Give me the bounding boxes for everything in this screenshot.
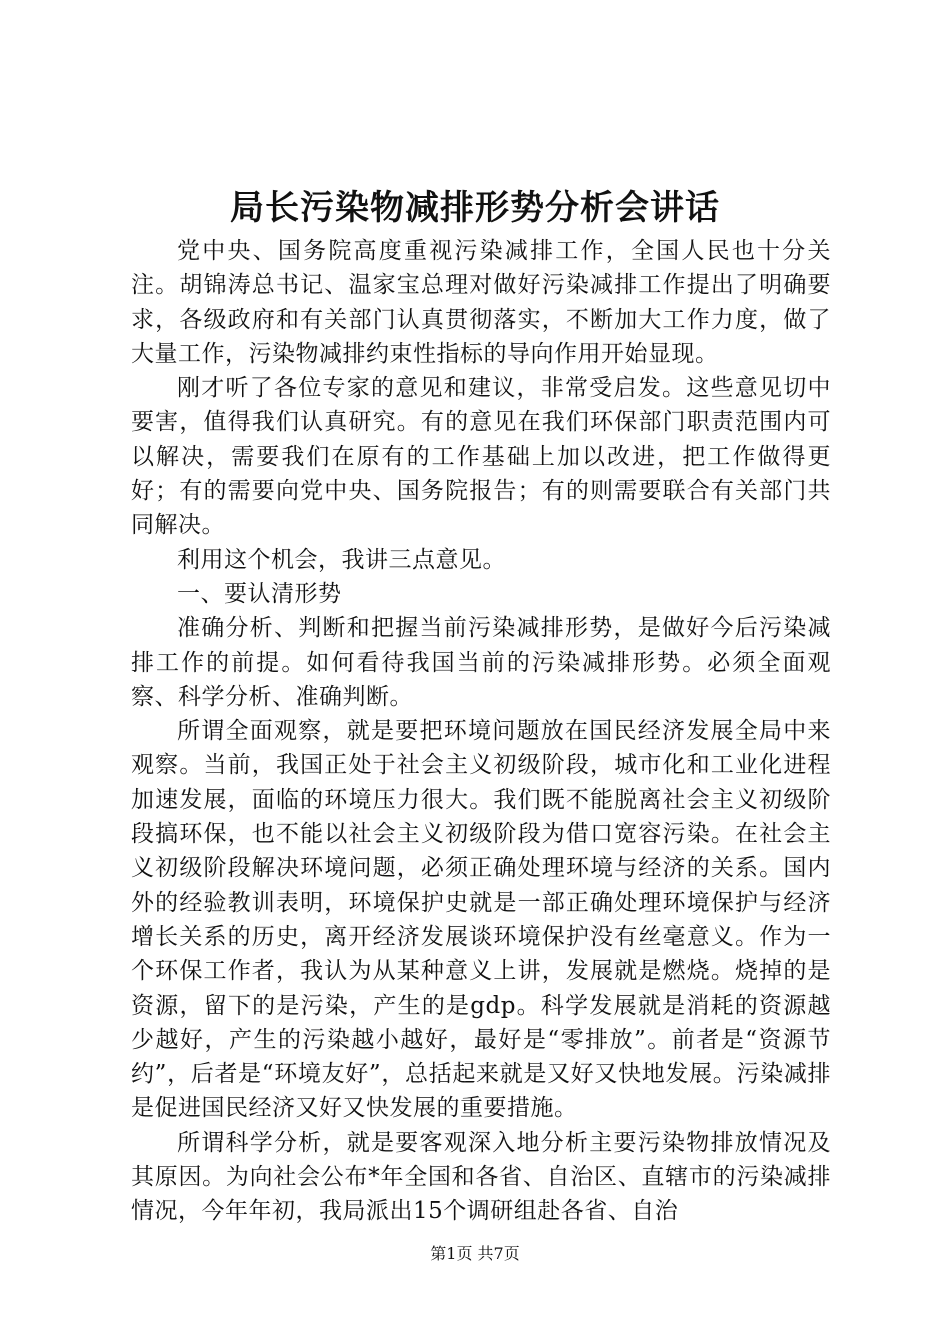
document-body: [131, 234, 831, 1229]
page-footer: 第1页 共7页: [430, 1244, 520, 1263]
document-title: 局长污染物减排形势分析会讲话: [230, 188, 720, 228]
paragraph-scientific-analysis: 所谓科学分析，就是要客观深入地分析主要污染物排放情况及其原因。为向社会公布*年全国和各省、自治区、直辖市的污染减排情况，今年年初，我局派出15个调研组赴各省、自治: [131, 1129, 831, 1225]
paragraph-expert-opinions: 刚才听了各位专家的意见和建议，非常受启发。这些意见切中要害，值得我们认真研究。有的意见在我们环保部门职责范围内可以解决，需要我们在原有的工作基础上加以改进，把工作做得更好；有的需要向党中央、国务院报告；有的则需要联合有关部门共同解决。: [131, 375, 831, 539]
paragraph-situation-analysis: 准确分析、判断和把握当前污染减排形势，是做好今后污染减排工作的前提。如何看待我国当前的污染减排形势。必须全面观察、科学分析、准确判断。: [131, 615, 831, 710]
paragraph-three-points: 利用这个机会，我讲三点意见。: [177, 546, 506, 573]
paragraph-intro: 党中央、国务院高度重视污染减排工作，全国人民也十分关注。胡锦涛总书记、温家宝总理对做好污染减排工作提出了明确要求，各级政府和有关部门认真贯彻落实，不断加大工作力度，做了大量工作，污染物减排约束性指标的导向作用开始显现。: [131, 238, 831, 367]
paragraph-comprehensive-observation: 所谓全面观察，就是要把环境问题放在国民经济发展全局中来观察。当前，我国正处于社会主义初级阶段，城市化和工业化进程加速发展，面临的环境压力很大。我们既不能脱离社会主义初级阶段搞环保，也不能以社会主义初级阶段为借口宽容污染。在社会主义初级阶段解决环境问题，必须正确处理环境与经济的关系。国内外的经验教训表明，环境保护史就是一部正确处理环境保护与经济增长关系的历史，离开经济发展谈环境保护没有丝毫意义。作为一个环保工作者，我认为从某种意义上讲，发展就是燃烧。烧掉的是资源，留下的是污染，产生的是gdp。科学发展就是消耗的资源越少越好，产生的污染越小越好，最好是“零排放”。前者是“资源节约”，后者是“环境友好”，总括起来就是又好又快地发展。污染减排是促进国民经济又好又快发展的重要措施。: [131, 718, 831, 1122]
section-heading-situation: 一、要认清形势: [177, 580, 342, 607]
